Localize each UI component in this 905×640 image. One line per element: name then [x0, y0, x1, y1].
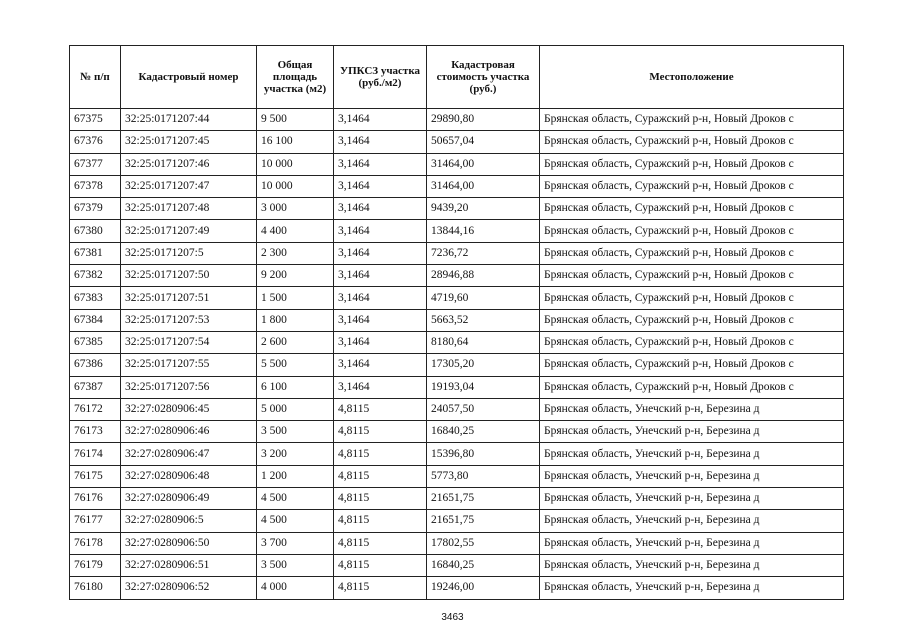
- table-row: [70, 131, 844, 153]
- cell-upksz: 4,8115: [334, 510, 427, 532]
- cell-num: 67377: [70, 153, 121, 175]
- cell-location: Брянская область, Суражский р-н, Новый Дроков с: [540, 153, 844, 175]
- table-row: [70, 488, 844, 510]
- cell-cost: 21651,75: [427, 510, 540, 532]
- cell-upksz: 4,8115: [334, 421, 427, 443]
- table-row: [70, 577, 844, 599]
- cell-location: Брянская область, Унечский р-н, Березина д: [540, 421, 844, 443]
- cell-location: Брянская область, Унечский р-н, Березина д: [540, 488, 844, 510]
- cell-cadastral-number: 32:25:0171207:55: [121, 354, 257, 376]
- cell-cost: 8180,64: [427, 331, 540, 353]
- cell-num: 67383: [70, 287, 121, 309]
- cell-num: 67382: [70, 265, 121, 287]
- cell-upksz: 3,1464: [334, 376, 427, 398]
- cell-upksz: 4,8115: [334, 532, 427, 554]
- cell-cadastral-number: 32:25:0171207:45: [121, 131, 257, 153]
- cell-location: Брянская область, Суражский р-н, Новый Дроков с: [540, 131, 844, 153]
- cell-num: 67384: [70, 309, 121, 331]
- cell-area: 2 300: [257, 242, 334, 264]
- cell-upksz: 3,1464: [334, 331, 427, 353]
- cell-location: Брянская область, Суражский р-н, Новый Дроков с: [540, 242, 844, 264]
- cell-cadastral-number: 32:27:0280906:51: [121, 554, 257, 576]
- cell-area: 5 500: [257, 354, 334, 376]
- cell-upksz: 4,8115: [334, 398, 427, 420]
- cell-area: 3 500: [257, 554, 334, 576]
- cell-num: 76180: [70, 577, 121, 599]
- cell-cost: 29890,80: [427, 109, 540, 131]
- table-row: [70, 421, 844, 443]
- header-upksz: УПКСЗ участка (руб./м2): [334, 46, 427, 109]
- cell-cost: 16840,25: [427, 554, 540, 576]
- header-cost: Кадастровая стоимость участка (руб.): [427, 46, 540, 109]
- cell-area: 9 200: [257, 265, 334, 287]
- cell-location: Брянская область, Суражский р-н, Новый Дроков с: [540, 109, 844, 131]
- cell-cadastral-number: 32:27:0280906:48: [121, 465, 257, 487]
- cell-area: 1 800: [257, 309, 334, 331]
- table-row: [70, 354, 844, 376]
- cell-upksz: 3,1464: [334, 109, 427, 131]
- cell-cost: 19193,04: [427, 376, 540, 398]
- cell-upksz: 3,1464: [334, 287, 427, 309]
- cell-upksz: 3,1464: [334, 309, 427, 331]
- cell-upksz: 3,1464: [334, 354, 427, 376]
- cell-cost: 5663,52: [427, 309, 540, 331]
- cell-num: 67378: [70, 175, 121, 197]
- cell-cost: 24057,50: [427, 398, 540, 420]
- cell-cost: 19246,00: [427, 577, 540, 599]
- cell-area: 4 000: [257, 577, 334, 599]
- cell-cost: 17305,20: [427, 354, 540, 376]
- cadastral-table: [69, 45, 844, 600]
- cell-location: Брянская область, Суражский р-н, Новый Дроков с: [540, 198, 844, 220]
- cell-area: 3 700: [257, 532, 334, 554]
- cell-upksz: 3,1464: [334, 153, 427, 175]
- cell-cost: 13844,16: [427, 220, 540, 242]
- cell-cadastral-number: 32:25:0171207:53: [121, 309, 257, 331]
- cell-cadastral-number: 32:27:0280906:52: [121, 577, 257, 599]
- cell-area: 3 500: [257, 421, 334, 443]
- cell-num: 67381: [70, 242, 121, 264]
- table-body: [70, 109, 844, 600]
- table-header-row: [70, 46, 844, 109]
- cell-area: 2 600: [257, 331, 334, 353]
- cell-upksz: 4,8115: [334, 577, 427, 599]
- table-row: [70, 443, 844, 465]
- cell-num: 76173: [70, 421, 121, 443]
- cell-cost: 31464,00: [427, 175, 540, 197]
- cell-num: 76172: [70, 398, 121, 420]
- table-row: [70, 265, 844, 287]
- cell-cost: 21651,75: [427, 488, 540, 510]
- cell-upksz: 3,1464: [334, 131, 427, 153]
- cell-location: Брянская область, Унечский р-н, Березина д: [540, 510, 844, 532]
- table-row: [70, 287, 844, 309]
- cell-cost: 17802,55: [427, 532, 540, 554]
- table-row: [70, 532, 844, 554]
- cell-location: Брянская область, Суражский р-н, Новый Дроков с: [540, 376, 844, 398]
- table-row: [70, 331, 844, 353]
- cell-num: 67380: [70, 220, 121, 242]
- cell-area: 16 100: [257, 131, 334, 153]
- cell-cadastral-number: 32:27:0280906:5: [121, 510, 257, 532]
- cell-cadastral-number: 32:25:0171207:56: [121, 376, 257, 398]
- cell-area: 1 200: [257, 465, 334, 487]
- cell-cadastral-number: 32:25:0171207:51: [121, 287, 257, 309]
- cell-num: 76174: [70, 443, 121, 465]
- cell-location: Брянская область, Суражский р-н, Новый Дроков с: [540, 287, 844, 309]
- cell-location: Брянская область, Унечский р-н, Березина д: [540, 398, 844, 420]
- cell-location: Брянская область, Унечский р-н, Березина д: [540, 465, 844, 487]
- cell-upksz: 3,1464: [334, 265, 427, 287]
- cell-cost: 5773,80: [427, 465, 540, 487]
- cell-cadastral-number: 32:25:0171207:5: [121, 242, 257, 264]
- cell-cadastral-number: 32:25:0171207:54: [121, 331, 257, 353]
- cell-area: 1 500: [257, 287, 334, 309]
- cell-num: 67385: [70, 331, 121, 353]
- table-row: [70, 510, 844, 532]
- cell-location: Брянская область, Суражский р-н, Новый Дроков с: [540, 354, 844, 376]
- header-area: Общая площадь участка (м2): [257, 46, 334, 109]
- cell-area: 9 500: [257, 109, 334, 131]
- cell-upksz: 3,1464: [334, 242, 427, 264]
- table-row: [70, 242, 844, 264]
- cell-cost: 9439,20: [427, 198, 540, 220]
- cell-cost: 50657,04: [427, 131, 540, 153]
- cell-location: Брянская область, Унечский р-н, Березина д: [540, 577, 844, 599]
- cell-num: 76178: [70, 532, 121, 554]
- cell-cadastral-number: 32:25:0171207:48: [121, 198, 257, 220]
- cell-upksz: 4,8115: [334, 443, 427, 465]
- table-row: [70, 220, 844, 242]
- cell-cadastral-number: 32:25:0171207:44: [121, 109, 257, 131]
- header-num: № п/п: [70, 46, 121, 109]
- table-row: [70, 398, 844, 420]
- cell-upksz: 3,1464: [334, 220, 427, 242]
- cell-cadastral-number: 32:27:0280906:46: [121, 421, 257, 443]
- cell-area: 10 000: [257, 153, 334, 175]
- cell-location: Брянская область, Унечский р-н, Березина д: [540, 554, 844, 576]
- cell-cadastral-number: 32:25:0171207:46: [121, 153, 257, 175]
- cell-cadastral-number: 32:27:0280906:49: [121, 488, 257, 510]
- cell-cost: 31464,00: [427, 153, 540, 175]
- cell-num: 67387: [70, 376, 121, 398]
- cell-area: 4 400: [257, 220, 334, 242]
- cell-num: 76176: [70, 488, 121, 510]
- cell-num: 76179: [70, 554, 121, 576]
- cell-cost: 16840,25: [427, 421, 540, 443]
- cell-cadastral-number: 32:25:0171207:49: [121, 220, 257, 242]
- cell-upksz: 4,8115: [334, 554, 427, 576]
- cell-location: Брянская область, Унечский р-н, Березина д: [540, 532, 844, 554]
- cell-cost: 4719,60: [427, 287, 540, 309]
- header-location: Местоположение: [540, 46, 844, 109]
- cell-area: 6 100: [257, 376, 334, 398]
- cell-location: Брянская область, Суражский р-н, Новый Дроков с: [540, 220, 844, 242]
- cell-area: 10 000: [257, 175, 334, 197]
- cell-num: 67376: [70, 131, 121, 153]
- table-row: [70, 153, 844, 175]
- table-row: [70, 376, 844, 398]
- cell-cadastral-number: 32:27:0280906:47: [121, 443, 257, 465]
- cell-upksz: 3,1464: [334, 175, 427, 197]
- cell-area: 3 000: [257, 198, 334, 220]
- table-row: [70, 465, 844, 487]
- cell-area: 4 500: [257, 488, 334, 510]
- table-row: [70, 309, 844, 331]
- cell-location: Брянская область, Суражский р-н, Новый Дроков с: [540, 309, 844, 331]
- cell-cadastral-number: 32:25:0171207:47: [121, 175, 257, 197]
- page-number: 3463: [441, 612, 464, 623]
- cell-area: 4 500: [257, 510, 334, 532]
- cell-location: Брянская область, Суражский р-н, Новый Дроков с: [540, 331, 844, 353]
- cell-cost: 28946,88: [427, 265, 540, 287]
- cell-cost: 15396,80: [427, 443, 540, 465]
- cell-cost: 7236,72: [427, 242, 540, 264]
- cell-cadastral-number: 32:25:0171207:50: [121, 265, 257, 287]
- cell-upksz: 4,8115: [334, 488, 427, 510]
- cell-location: Брянская область, Суражский р-н, Новый Дроков с: [540, 265, 844, 287]
- cell-upksz: 4,8115: [334, 465, 427, 487]
- cell-num: 76175: [70, 465, 121, 487]
- cell-num: 67379: [70, 198, 121, 220]
- cell-area: 3 200: [257, 443, 334, 465]
- cell-area: 5 000: [257, 398, 334, 420]
- cell-cadastral-number: 32:27:0280906:50: [121, 532, 257, 554]
- table-row: [70, 198, 844, 220]
- cell-cadastral-number: 32:27:0280906:45: [121, 398, 257, 420]
- table-row: [70, 554, 844, 576]
- cell-num: 67375: [70, 109, 121, 131]
- cell-location: Брянская область, Унечский р-н, Березина д: [540, 443, 844, 465]
- header-cadastral-number: Кадастровый номер: [121, 46, 257, 109]
- cell-upksz: 3,1464: [334, 198, 427, 220]
- table-row: [70, 109, 844, 131]
- cell-location: Брянская область, Суражский р-н, Новый Дроков с: [540, 175, 844, 197]
- cell-num: 67386: [70, 354, 121, 376]
- table-row: [70, 175, 844, 197]
- cell-num: 76177: [70, 510, 121, 532]
